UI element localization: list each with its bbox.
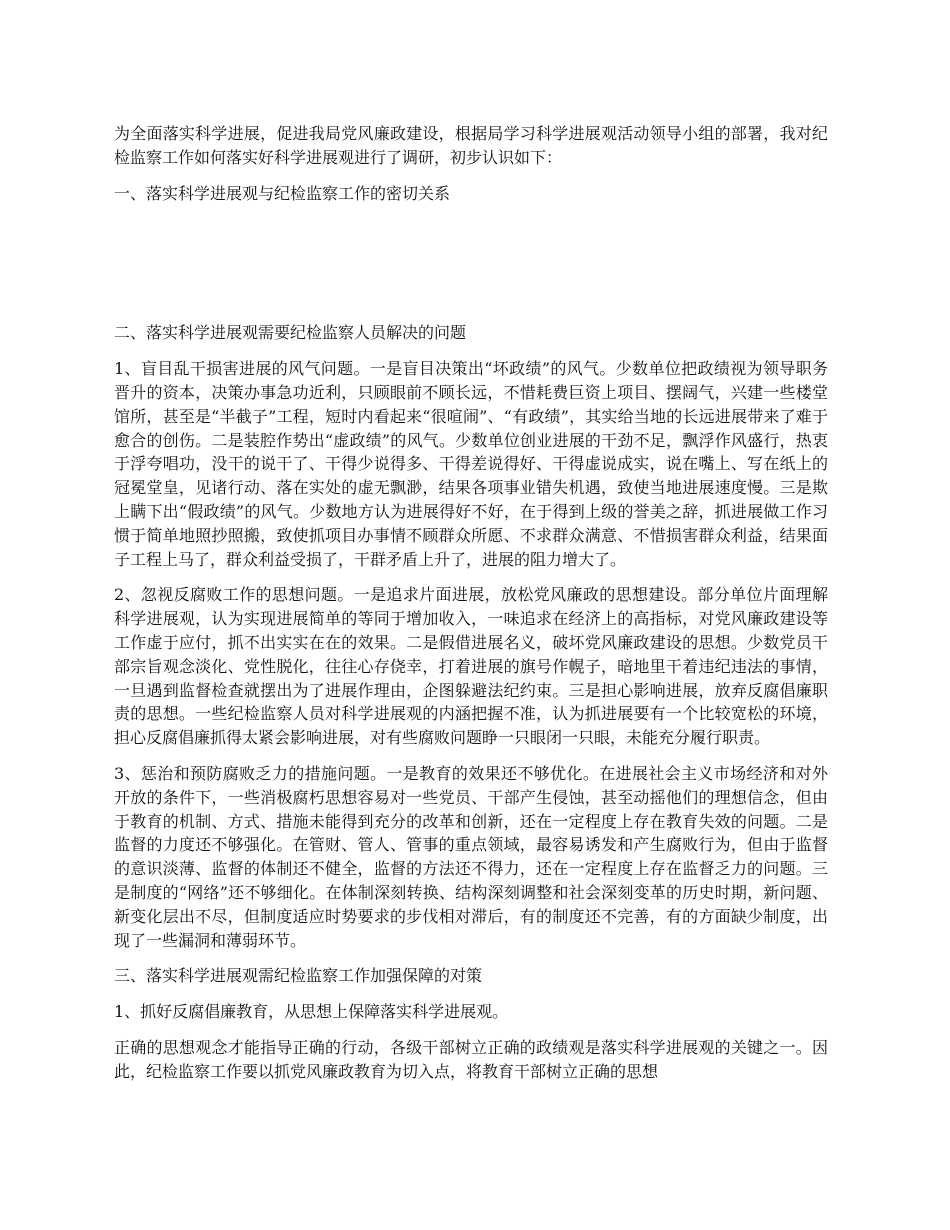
section-3-heading: 三、落实科学进展观需纪检监察工作加强保障的对策 — [114, 966, 483, 986]
section-2-paragraph-2: 2、忽视反腐败工作的思想问题。一是追求片面进展，放松党风廉政的思想建设。部分单位片面理解科学进展观，认为实现进展简单的等同于增加收入，一味追求在经济上的高指标，对党风廉政建设等工作虚于应付，抓不出实实在在的效果。二是假借进展名义，破坏党风廉政建设的思想。少数党员干部宗旨观念淡化、党性脱化，往往心存侥幸，打着进展的旗号作幌子，暗地里干着违纪违法的事情，一旦遇到监督检查就摆出为了进展作理由，企图躲避法纪约束。三是担心影响进展，放弃反腐倡廉职责的思想。一些纪检监察人员对科学进展观的内涵把握不准，认为抓进展要有一个比较宽松的环境，担心反腐倡廉抓得太紧会影响进展，对有些腐败问题睁一只眼闭一只眼，未能充分履行职责。 — [114, 585, 828, 748]
section-2-paragraph-1: 1、盲目乱干损害进展的风气问题。一是盲目决策出“坏政绩”的风气。少数单位把政绩视为领导职务晋升的资本，决策办事急功近利，只顾眼前不顾长远，不惜耗费巨资上项目、摆阔气，兴建一些楼堂馆所，甚至是“半截子”工程，短时内看起来“很喧闹”、“有政绩”，其实给当地的长远进展带来了难于愈合的创伤。二是装腔作势出“虚政绩”的风气。少数单位创业进展的干劲不足，飘浮作风盛行，热衷于浮夸唱功，没干的说干了、干得少说得多、干得差说得好、干得虚说成实，说在嘴上、写在纸上的冠冕堂皇，见诸行动、落在实处的虚无飘渺，结果各项事业错失机遇，致使当地进展速度慢。三是欺上瞒下出“假政绩”的风气。少数地方认为进展得好不好，在于得到上级的誉美之辞，抓进展做工作习惯于简单地照抄照搬，致使抓项目办事情不顾群众所愿、不求群众满意、不惜损害群众利益，结果面子工程上马了，群众利益受损了，干群矛盾上升了，进展的阻力增大了。 — [114, 359, 828, 569]
blank-space — [114, 217, 828, 321]
section-2-paragraph-3: 3、惩治和预防腐败乏力的措施问题。一是教育的效果还不够优化。在进展社会主义市场经济和对外开放的条件下，一些消极腐朽思想容易对一些党员、干部产生侵蚀，甚至动摇他们的理想信念，但由于教育的机制、方式、措施未能得到充分的改革和创新，还在一定程度上存在教育失效的问题。二是监督的力度还不够强化。在管财、管人、管事的重点领域，最容易诱发和产生腐败行为，但由于监督的意识淡薄、监督的体制还不健全，监督的方法还不得力，还在一定程度上存在监督乏力的问题。三是制度的“网络”还不够细化。在体制深刻转换、结构深刻调整和社会深刻变革的历史时期，新问题、新变化层出不尽，但制度适应时势要求的步伐相对滞后，有的制度还不完善，有的方面缺少制度，出现了一些漏洞和薄弱环节。 — [114, 763, 828, 950]
document-body — [114, 122, 828, 1096]
intro-paragraph: 为全面落实科学进展，促进我局党风廉政建设，根据局学习科学进展观活动领导小组的部署，我对纪检监察工作如何落实好科学进展观进行了调研，初步认识如下： — [114, 124, 828, 167]
section-3-paragraph: 正确的思想观念才能指导正确的行动，各级干部树立正确的政绩观是落实科学进展观的关键之一。因此，纪检监察工作要以抓党风廉政教育为切入点，将教育干部树立正确的思想 — [114, 1037, 828, 1081]
section-2-heading: 二、落实科学进展观需要纪检监察人员解决的问题 — [114, 323, 467, 343]
section-1-heading: 一、落实科学进展观与纪检监察工作的密切关系 — [114, 183, 451, 203]
section-3-subheading: 1、抓好反腐倡廉教育，从思想上保障落实科学进展观。 — [114, 1002, 509, 1022]
